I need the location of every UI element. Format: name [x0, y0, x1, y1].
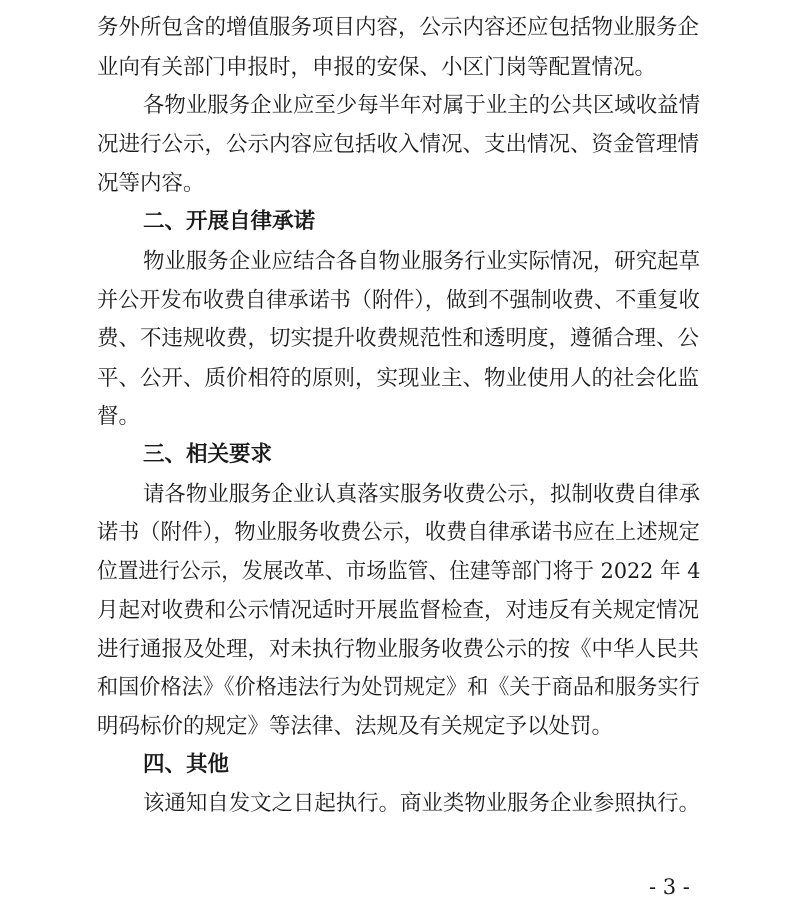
paragraph-2-line-3: 况等内容。	[97, 171, 205, 196]
paragraph-4-line-7: 明码标价的规定》等法律、法规及有关规定予以处罚。	[97, 714, 614, 739]
paragraph-3-line-4: 平、公开、质价相符的原则，实现业主、物业使用人的社会化监	[97, 366, 700, 391]
section-heading-3: 三、相关要求	[143, 442, 273, 467]
paragraph-4-line-5: 进行通报及处理，对未执行物业服务收费公示的按《中华人民共	[97, 637, 700, 662]
paragraph-4-line-4: 月起对收费和公示情况适时开展监督检查，对违反有关规定情况	[97, 598, 700, 623]
page-number: - 3 -	[649, 875, 690, 899]
paragraph-4-line-3: 位置进行公示，发展改革、市场监管、住建等部门将于 2022 年 4	[97, 559, 701, 584]
paragraph-3-line-1: 物业服务企业应结合各自物业服务行业实际情况，研究起草	[143, 249, 701, 274]
paragraph-1-line-2: 业向有关部门申报时，申报的安保、小区门岗等配置情况。	[97, 55, 657, 80]
paragraph-2-line-2: 况进行公示，公示内容应包括收入情况、支出情况、资金管理情	[97, 132, 700, 157]
paragraph-2-line-1: 各物业服务企业应至少每半年对属于业主的公共区域收益情	[143, 93, 701, 118]
paragraph-4-line-1: 请各物业服务企业认真落实服务收费公示，拟制收费自律承	[143, 482, 701, 507]
paragraph-3-line-3: 费、不违规收费，切实提升收费规范性和透明度，遵循合理、公	[97, 326, 700, 351]
paragraph-1-line-1: 务外所包含的增值服务项目内容，公示内容还应包括物业服务企	[97, 15, 700, 40]
section-heading-4: 四、其他	[143, 752, 230, 777]
paragraph-4-line-2: 诺书（附件），物业服务收费公示，收费自律承诺书应在上述规定	[97, 520, 700, 545]
paragraph-3-line-5: 督。	[97, 404, 141, 429]
paragraph-3-line-2: 并公开发布收费自律承诺书（附件），做到不强制收费、不重复收	[97, 288, 700, 313]
paragraph-4-line-6: 和国价格法》《价格违法行为处罚规定》和《关于商品和服务实行	[97, 675, 700, 700]
section-heading-2: 二、开展自律承诺	[143, 209, 316, 234]
paragraph-5-line-1: 该通知自发文之日起执行。商业类物业服务企业参照执行。	[143, 791, 701, 816]
